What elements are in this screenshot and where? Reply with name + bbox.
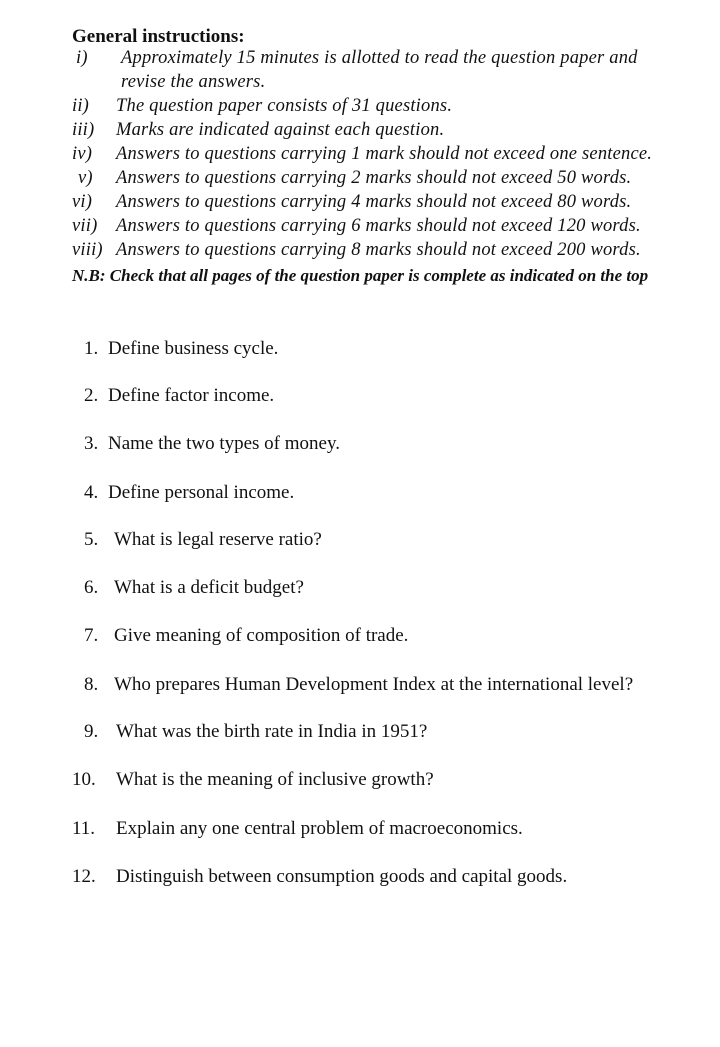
- question-text: What was the birth rate in India in 1951?: [116, 721, 428, 742]
- instruction-number: i): [76, 48, 88, 68]
- question-number: 6.: [84, 577, 99, 598]
- instruction-number: vii): [72, 216, 98, 236]
- instruction-text: revise the answers.: [121, 72, 266, 92]
- instruction-number: v): [78, 168, 93, 188]
- instruction-text: Answers to questions carrying 8 marks should not exceed 200 words.: [116, 240, 641, 260]
- question-number: 2.: [84, 385, 99, 406]
- question-number: 10.: [72, 769, 96, 790]
- instruction-text: Approximately 15 minutes is allotted to read the question paper and: [121, 48, 638, 68]
- question-number: 11.: [72, 818, 96, 839]
- instruction-number: vi): [72, 192, 93, 212]
- question-text: Define business cycle.: [108, 338, 279, 359]
- question-text: Define factor income.: [108, 385, 275, 406]
- question-text: Who prepares Human Development Index at the international level?: [114, 674, 634, 695]
- question-text: What is legal reserve ratio?: [114, 529, 322, 550]
- instruction-text: The question paper consists of 31 questions.: [116, 96, 453, 116]
- instruction-number: viii): [72, 240, 103, 260]
- instruction-number: iv): [72, 144, 93, 164]
- question-number: 4.: [84, 482, 99, 503]
- instruction-text: Answers to questions carrying 2 marks should not exceed 50 words.: [116, 168, 632, 188]
- question-text: Distinguish between consumption goods and capital goods.: [116, 866, 568, 887]
- question-text: Explain any one central problem of macroeconomics.: [116, 818, 523, 839]
- question-number: 12.: [72, 866, 96, 887]
- instruction-number: iii): [72, 120, 95, 140]
- question-number: 9.: [84, 721, 99, 742]
- question-text: Give meaning of composition of trade.: [114, 625, 409, 646]
- instruction-text: Answers to questions carrying 6 marks should not exceed 120 words.: [116, 216, 641, 236]
- question-text: Define personal income.: [108, 482, 295, 503]
- question-text: Name the two types of money.: [108, 433, 340, 454]
- question-number: 5.: [84, 529, 99, 550]
- instructions-heading: General instructions:: [72, 26, 245, 47]
- instruction-number: ii): [72, 96, 90, 116]
- question-number: 7.: [84, 625, 99, 646]
- instruction-text: Marks are indicated against each question.: [116, 120, 445, 140]
- instruction-text: Answers to questions carrying 1 mark should not exceed one sentence.: [116, 144, 653, 164]
- question-number: 3.: [84, 433, 99, 454]
- nb-note: N.B: Check that all pages of the question paper is complete as indicated on the top: [72, 266, 649, 285]
- question-number: 8.: [84, 674, 99, 695]
- question-number: 1.: [84, 338, 99, 359]
- instruction-text: Answers to questions carrying 4 marks should not exceed 80 words.: [116, 192, 632, 212]
- question-text: What is a deficit budget?: [114, 577, 304, 598]
- question-text: What is the meaning of inclusive growth?: [116, 769, 434, 790]
